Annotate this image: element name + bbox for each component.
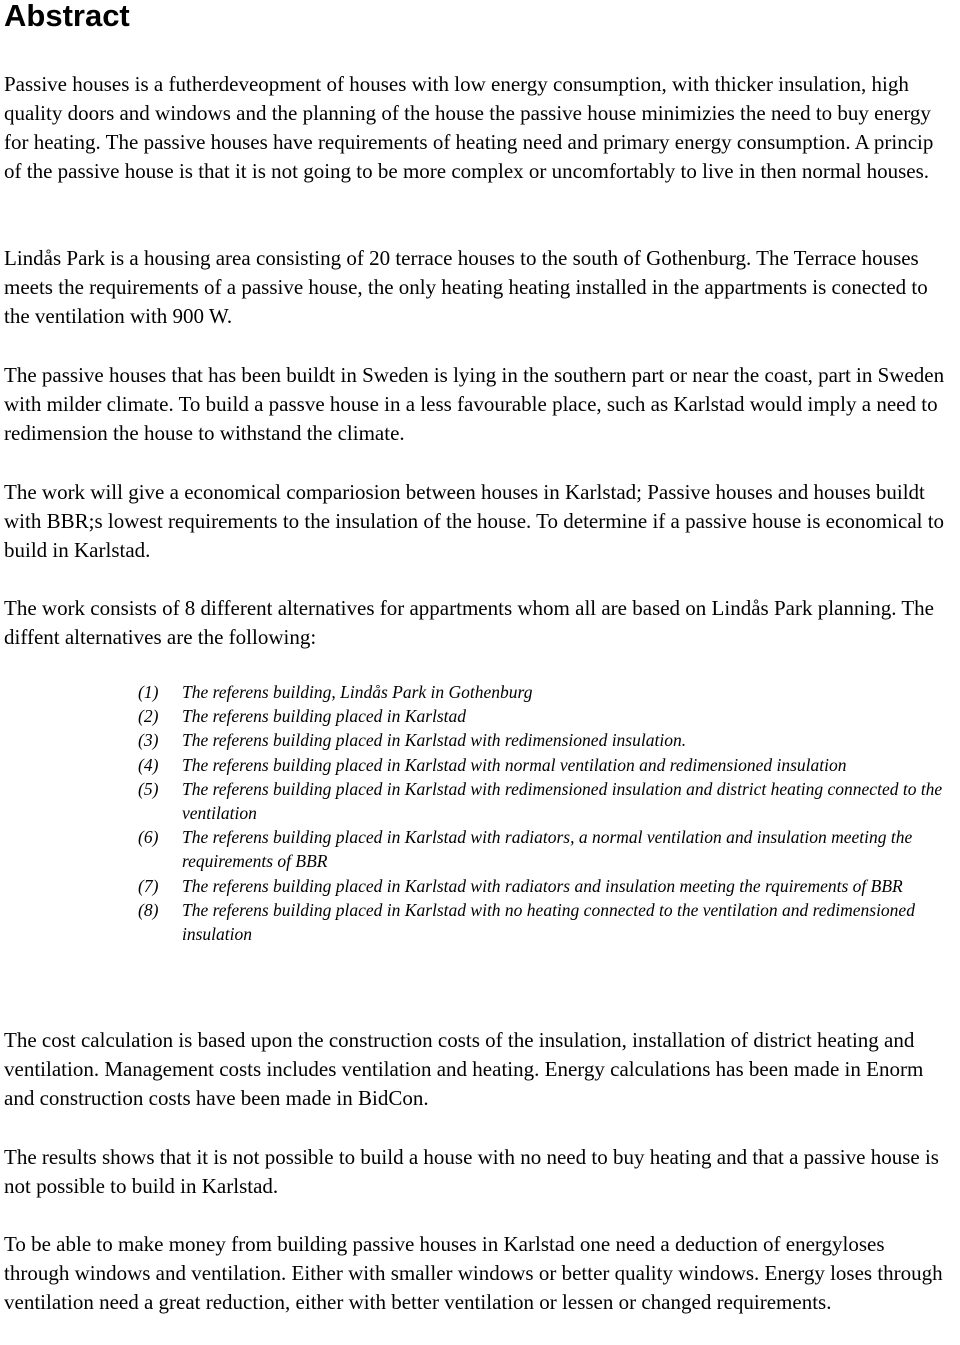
list-item-text: The referens building, Lindås Park in Gothenburg (182, 682, 533, 702)
list-item (138, 680, 960, 704)
paragraph-alternatives-intro: The work consists of 8 different alternatives for appartments whom all are based on Lindås Park planning. The diffent alternatives are the following: (4, 596, 934, 649)
list-item-text: The referens building placed in Karlstad with no heating connected to the ventilation and redimensioned insulation (182, 899, 915, 945)
list-item-number: (6) (138, 827, 159, 848)
list-item-text: The referens building placed in Karlstad with redimensioned insulation and district heating connected to the ventilation (182, 778, 943, 824)
list-item-number: (5) (138, 778, 159, 799)
list-item (138, 874, 960, 898)
paragraph-intro: Passive houses is a futherdeveopment of houses with low energy consumption, with thicker insulation, high quality doors and windows and the planning of the house the passive house minimizies the need to buy energy for heating. The passive houses have requirements of heating need and primary energy consumption. A princip of the passive house is that it is not going to be more complex or uncomfortably to live in then normal houses. (4, 72, 934, 183)
list-item (138, 704, 960, 728)
paragraph-cost-calculation: The cost calculation is based upon the construction costs of the insulation, installation of district heating and ventilation. Management costs includes ventilation and heating. Energy calculations has been made in Enorm and construction costs have been made in BidCon. (4, 1028, 924, 1110)
list-item-text: The referens building placed in Karlstad with redimensioned insulation. (182, 730, 687, 751)
list-item (138, 825, 960, 873)
list-item (138, 753, 960, 777)
list-item-text: The referens building placed in Karlstad (182, 706, 467, 727)
paragraph-sweden-climate: The passive houses that has been buildt in Sweden is lying in the southern part or near the coast, part in Sweden with milder climate. To build a passve house in a less favourable place, such as Karlstad would imply a need to redimension the house to withstand the climate. (4, 363, 945, 445)
alternatives-list (138, 680, 960, 946)
paragraph-lindas-park: Lindås Park is a housing area consisting of 20 terrace houses to the south of Gothenburg. The Terrace houses meets the requirements of a passive house, the only heating heating installed in the appartments is conected to the ventilation with 900 W. (4, 246, 928, 328)
list-item-number: (7) (138, 875, 159, 896)
abstract-heading: Abstract (4, 0, 130, 33)
list-item (138, 898, 960, 946)
list-item-text: The referens building placed in Karlstad with radiators, a normal ventilation and insulation meeting the requirements of BBR (182, 827, 913, 872)
list-item-text: The referens building placed in Karlstad with radiators and insulation meeting the rquirements of BBR (182, 875, 903, 896)
list-item (138, 777, 960, 825)
list-item-number: (2) (138, 706, 159, 727)
list-item-number: (1) (138, 682, 159, 702)
list-item-number: (8) (138, 899, 159, 920)
list-item-text: The referens building placed in Karlstad with normal ventilation and redimensioned insulation (182, 754, 847, 775)
paragraph-results: The results shows that it is not possible to build a house with no need to buy heating and that a passive house is not possible to build in Karlstad. (4, 1145, 939, 1198)
paragraph-conclusion: To be able to make money from building passive houses in Karlstad one need a deduction of energyloses through windows and ventilation. Either with smaller windows or better quality windows. Energy loses through ventilation need a great reduction, either with better ventilation or lessen or changed requirements. (4, 1232, 943, 1314)
list-item-number: (3) (138, 730, 159, 751)
list-item (138, 728, 960, 752)
paragraph-comparison: The work will give a economical compariosion between houses in Karlstad; Passive houses and houses buildt with BBR;s lowest requirements to the insulation of the house. To determine if a passive house is economical to build in Karlstad. (4, 480, 945, 562)
list-item-number: (4) (138, 754, 159, 775)
